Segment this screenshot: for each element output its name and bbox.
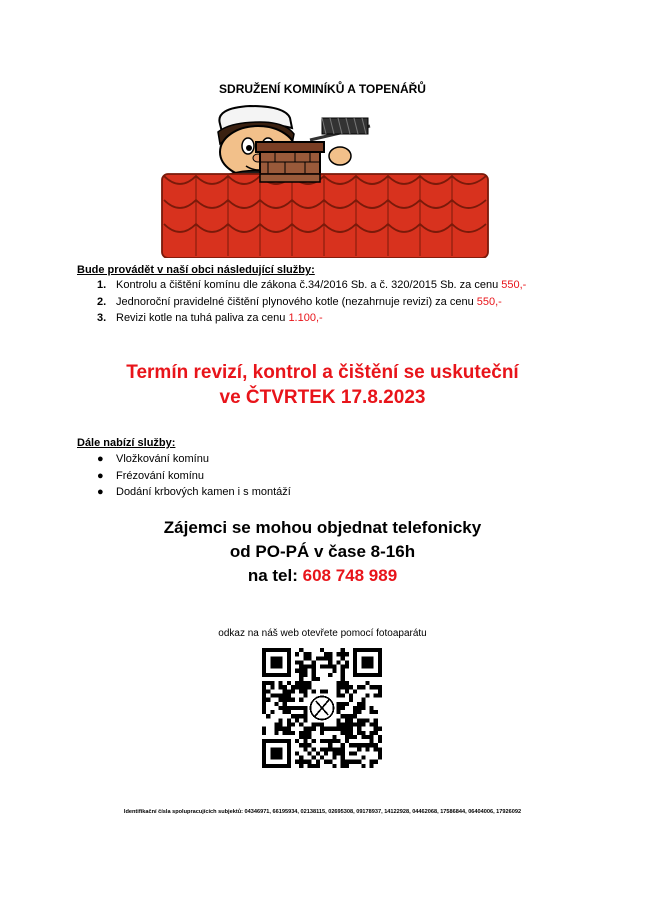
services-heading: Bude provádět v naší obci následující služby: [77,264,315,276]
termin-notice [0,360,645,410]
list-item: 1. Kontrolu a čištění komínu dle zákona č.34/2016 Sb. a č. 320/2015 Sb. za cenu 550,- [97,279,527,291]
phone-number[interactable]: 608 748 989 [302,566,398,585]
chimney-sweep-on-roof-illustration [160,104,490,258]
list-item: 2. Jednoroční pravidelné čištění plynového kotle (nezahrnuje revizi) za cenu 550,- [97,295,502,308]
price: 550,- [476,295,502,308]
termin-line: Termín revizí, kontrol a čištění se uskuteční [126,362,519,383]
qr-caption: odkaz na náš web otevřete pomocí fotoaparátu [218,628,427,639]
contact-phone-line: na tel: 608 748 989 [247,566,398,585]
other-services-list [97,451,291,501]
termin-date: ve ČTVRTEK 17.8.2023 [219,387,426,408]
bullet-icon: ● [97,486,104,498]
bullet-icon: ● [97,469,104,482]
price: 550,- [501,279,527,291]
contact-hours: od PO-PÁ v čase 8-16h [229,542,416,561]
contact-line: Zájemci se mohou objednat telefonicky [163,518,482,537]
page-title: SDRUŽENÍ KOMINÍKŮ A TOPENÁŘŮ [219,82,426,96]
list-item: ● Dodání krbových kamen i s montáží [97,484,291,501]
bullet-icon: ● [97,453,104,465]
contact-block [0,516,645,588]
list-item: ● Frézování komínu [97,468,291,485]
qr-code-icon[interactable] [262,648,382,768]
footer-ids: Identifikační čísla spolupracujících subjektů: 04346971, 66195934, 02138115, 02695308, 09178937, 14122928, 04462068, 17586844, 06404006, 17926092 [123,809,522,815]
price: 1.100,- [288,312,323,324]
list-item: ● Vložkování komínu [97,451,291,468]
services-list [97,277,526,327]
other-services-heading: Dále nabízí služby: [77,437,176,449]
list-item: 3. Revizi kotle na tuhá paliva za cenu 1.100,- [97,312,323,324]
